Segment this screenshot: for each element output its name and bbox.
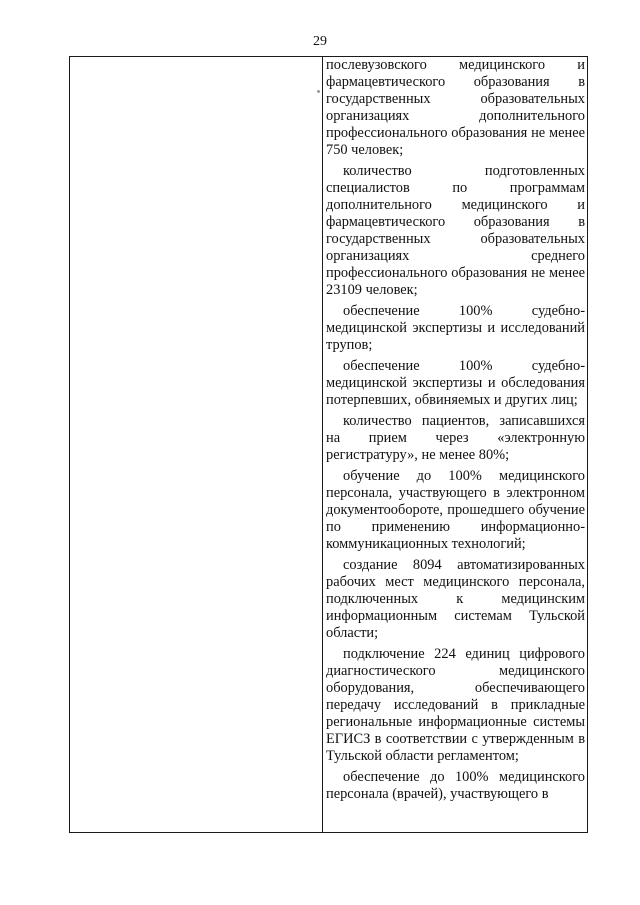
list-item: обеспечение до 100% медицинского персонала (врачей), участвующего в [326, 769, 585, 802]
list-item: количество пациентов, записавшихся на прием через «электронную регистратуру», не менее 80%; [326, 413, 585, 463]
list-item: обучение до 100% медицинского персонала, участвующего в электронном документообороте, прошедшего обучение по применению информационно-коммуникационных технологий; [326, 468, 585, 552]
column-divider [322, 57, 323, 832]
list-item: обеспечение 100% судебно-медицинской экспертизы и обследования потерпевших, обвиняемых и других лиц; [326, 358, 585, 408]
document-table [69, 56, 588, 833]
list-item: количество подготовленных специалистов по программам дополнительного медицинского и фармацевтического образования в государственных образовательных организациях среднего профессионального образования не менее 23109 человек; [326, 163, 585, 298]
continuation-paragraph: послевузовского медицинского и фармацевтического образования в государственных образовательных организациях дополнительного профессионального образования не менее 750 человек; [326, 57, 585, 158]
list-item: подключение 224 единиц цифрового диагностического медицинского оборудования, обеспечивающего передачу исследований в прикладные региональные информационные системы ЕГИСЗ в соответствии с утвержденным в Тульской области регламентом; [326, 646, 585, 764]
left-column-cell [70, 57, 322, 832]
list-item: создание 8094 автоматизированных рабочих мест медицинского персонала, подключенных к медицинским информационным системам Тульской области; [326, 557, 585, 641]
scan-speck [317, 90, 320, 93]
list-item: обеспечение 100% судебно-медицинской экспертизы и исследований трупов; [326, 303, 585, 353]
page-number: 29 [313, 34, 327, 49]
right-column-cell [326, 57, 585, 803]
